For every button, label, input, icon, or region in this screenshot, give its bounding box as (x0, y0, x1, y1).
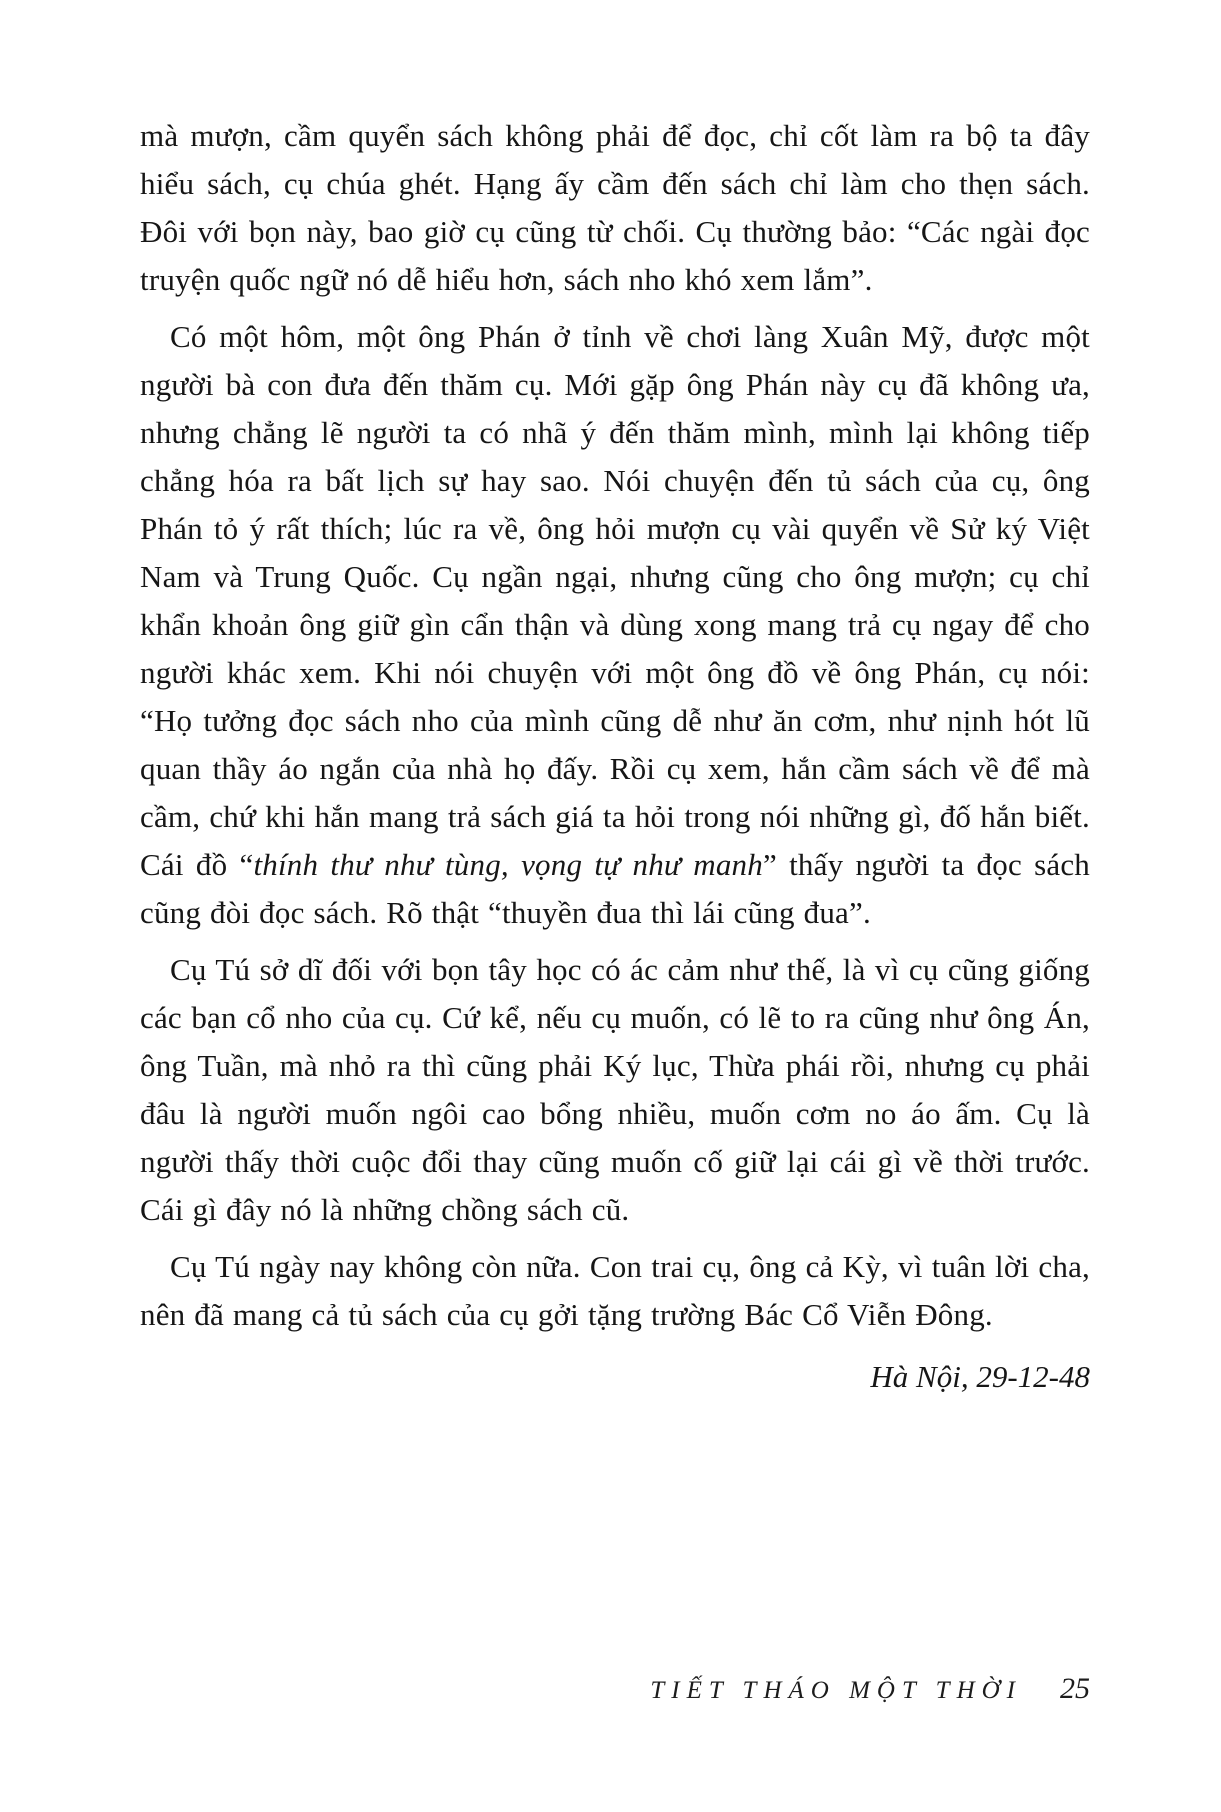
dateline: Hà Nội, 29-12-48 (870, 1359, 1090, 1394)
page-footer (140, 1672, 1090, 1706)
paragraph-continuation: mà mượn, cầm quyển sách không phải để đọc, chỉ cốt làm ra bộ ta đây hiểu sách, cụ chúa ghét. Hạng ấy cầm đến sách chỉ làm cho thẹn sách. Đôi với bọn này, bao giờ cụ cũng từ chối. Cụ thường bảo: “Các ngài đọc truyện quốc ngữ nó dễ hiểu hơn, sách nho khó xem lắm”. (140, 118, 1090, 297)
paragraph-cu-tu-ac-cam: Cụ Tú sở dĩ đối với bọn tây học có ác cảm như thế, là vì cụ cũng giống các bạn cổ nho của cụ. Cứ kể, nếu cụ muốn, có lẽ to ra cũng như ông Án, ông Tuần, mà nhỏ ra thì cũng phải Ký lục, Thừa phái rồi, nhưng cụ phải đâu là người muốn ngôi cao bổng nhiều, muốn cơm no áo ấm. Cụ là người thấy thời cuộc đổi thay cũng muốn cố giữ lại cái gì về thời trước. Cái gì đây nó là những chồng sách cũ. (140, 952, 1090, 1227)
running-title: TIẾT THÁO MỘT THỜI (650, 1677, 1022, 1704)
paragraph-ong-phan (140, 313, 1090, 937)
italic-quote: thính thư như tùng, vọng tự như manh (253, 847, 763, 882)
text-block (140, 112, 1090, 1401)
paragraph-text: ” thấy người ta đọc sách cũng đòi đọc sách. Rõ thật “thuyền đua thì lái cũng đua”. (140, 847, 1091, 930)
paragraph-cu-tu-ngay-nay: Cụ Tú ngày nay không còn nữa. Con trai cụ, ông cả Kỳ, vì tuân lời cha, nên đã mang cả tủ sách của cụ gởi tặng trường Bác Cổ Viễn Đông. (140, 1249, 1090, 1332)
page-number: 25 (1060, 1672, 1090, 1705)
paragraph-text: Có một hôm, một ông Phán ở tỉnh về chơi làng Xuân Mỹ, được một người bà con đưa đến thăm cụ. Mới gặp ông Phán này cụ đã không ưa, nhưng chẳng lẽ người ta có nhã ý đến thăm mình, mình lại không tiếp chẳng hóa ra bất lịch sự hay sao. Nói chuyện đến tủ sách của cụ, ông Phán tỏ ý rất thích; lúc ra về, ông hỏi mượn cụ vài quyển về Sử ký Việt Nam và Trung Quốc. Cụ ngần ngại, nhưng cũng cho ông mượn; cụ chỉ khẩn khoản ông giữ gìn cẩn thận và dùng xong mang trả cụ ngay để cho người khác xem. Khi nói chuyện với một ông đồ về ông Phán, cụ nói: “Họ tưởng đọc sách nho của mình cũng dễ như ăn cơm, như nịnh hót lũ quan thầy áo ngắn của nhà họ đấy. Rồi cụ xem, hắn cầm sách về để mà cầm, chứ khi hắn mang trả sách giá ta hỏi trong nói những gì, đố hắn biết. Cái đồ “ (140, 319, 1090, 882)
